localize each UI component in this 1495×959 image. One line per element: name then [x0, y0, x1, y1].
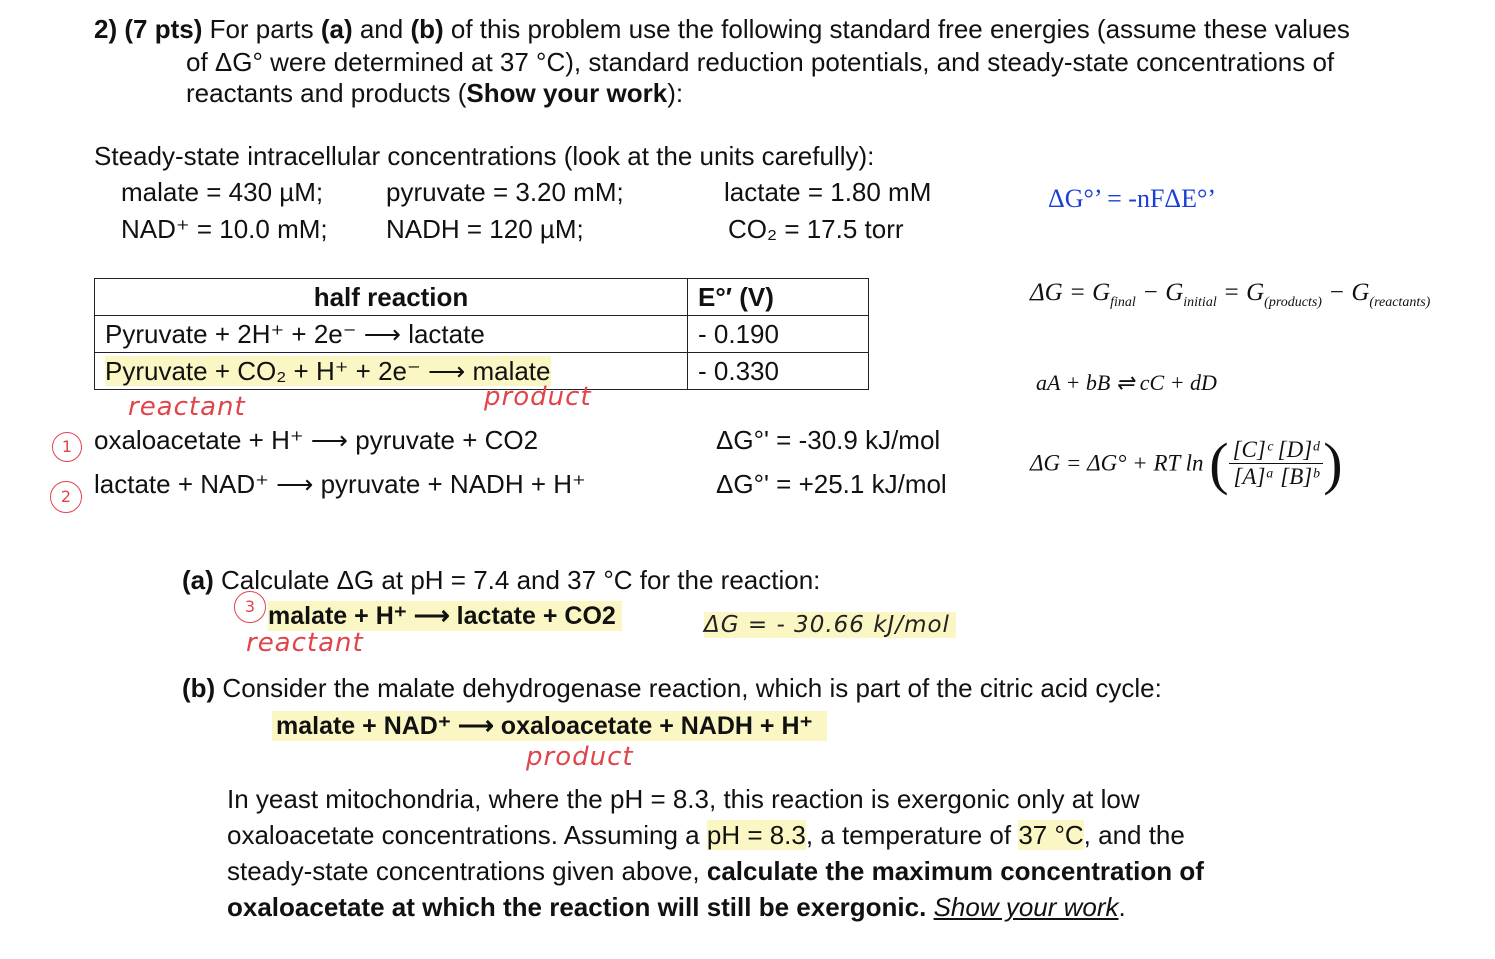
para-line3-bold: calculate the maximum concentration of [706, 856, 1204, 886]
annotation-product-1: product [484, 382, 592, 412]
intro-text-rest: of this problem use the following standard free energies (assume these values [443, 14, 1350, 44]
para-line2-a: oxaloacetate concentrations. Assuming a [227, 820, 707, 850]
dg-numerator: [C]ᶜ [D]ᵈ [1229, 437, 1324, 464]
points: (7 pts) [124, 14, 203, 44]
part-b-para-line4 [227, 892, 1126, 923]
para-line2-c: , and the [1083, 820, 1185, 850]
annotation-reactant-1: reactant [128, 392, 246, 422]
part-b-question [182, 673, 1162, 704]
circle-marker-2: 2 [50, 481, 82, 513]
circle-marker-3: 3 [234, 591, 266, 623]
part-b-para-line2 [227, 820, 1185, 851]
equilibrium-equation: aA + bB ⇌ cC + dD [1036, 370, 1217, 395]
left-paren: ( [1209, 431, 1229, 496]
annotation-product-2: product [526, 742, 634, 772]
show-your-work-underlined: Show your work [933, 892, 1119, 922]
reaction-1: oxaloacetate + H⁺ ⟶ pyruvate + CO2 [94, 425, 539, 455]
conc-lactate: lactate = 1.80 mM [724, 177, 932, 207]
free-energy-difference-formula [1030, 279, 1431, 310]
reaction-1-dg: ΔG°' = -30.9 kJ/mol [716, 425, 941, 455]
highlight-temp: 37 °C [1018, 820, 1084, 850]
gdiff-initial: initial [1183, 295, 1217, 310]
problem-header-line1 [94, 14, 1350, 45]
intro-line3-end: ): [667, 78, 684, 108]
half-reaction-cell [95, 353, 688, 390]
potential-cell: - 0.330 [688, 353, 869, 390]
header-potential: E°′ (V) [688, 279, 869, 316]
reaction-2-dg: ΔG°' = +25.1 kJ/mol [716, 469, 947, 499]
nernst-formula: ΔG°’ = -nFΔE°’ [1048, 184, 1217, 213]
conc-malate: malate = 430 µM; [121, 177, 324, 207]
gdiff-minus: − G [1135, 279, 1184, 306]
problem-header-line2: of ΔG° were determined at 37 °C), standard reduction potentials, and steady-state concentrations of [186, 47, 1335, 77]
conc-co2: CO₂ = 17.5 torr [728, 214, 904, 244]
part-a-answer: ΔG = - 30.66 kJ/mol [704, 612, 956, 638]
reaction-2: lactate + NAD⁺ ⟶ pyruvate + NADH + H⁺ [94, 469, 586, 499]
intro-text: For parts [202, 14, 321, 44]
highlighted-half-reaction: Pyruvate + CO₂ + H⁺ + 2e⁻ ⟶ malate [105, 355, 551, 386]
gdiff-products: (products) [1264, 295, 1322, 310]
half-reaction-cell: Pyruvate + 2H⁺ + 2e⁻ ⟶ lactate [95, 316, 688, 353]
part-a-ref: (a) [320, 14, 353, 44]
half-reaction-table [94, 278, 869, 390]
table-row [95, 353, 869, 390]
delta-g-equation [1030, 430, 1343, 497]
part-b-para-line1: In yeast mitochondria, where the pH = 8.3, this reaction is exergonic only at low [227, 784, 1140, 814]
part-b-reaction: malate + NAD⁺ ⟶ oxaloacetate + NADH + H⁺ [272, 711, 827, 741]
part-b-label: (b) [182, 673, 216, 703]
annotation-reactant-2: reactant [246, 628, 364, 658]
table-row [95, 316, 869, 353]
part-a-question [182, 565, 820, 596]
dg-fraction [1229, 437, 1324, 490]
gdiff-final: final [1110, 295, 1136, 310]
para-line3-a: steady-state concentrations given above, [227, 856, 707, 886]
and-text: and [352, 14, 411, 44]
gdiff-left: ΔG = G [1030, 279, 1111, 306]
para-line2-b: , a temperature of [805, 820, 1019, 850]
intro-line3-start: reactants and products ( [186, 78, 467, 108]
table-header-row [95, 279, 869, 316]
concentrations-heading: Steady-state intracellular concentrations (look at the units carefully): [94, 141, 875, 171]
gdiff-minus2: − G [1321, 279, 1370, 306]
part-a-label: (a) [182, 565, 214, 595]
dg-left: ΔG = ΔG° + RT ln [1030, 450, 1204, 476]
gdiff-reactants: (reactants) [1369, 295, 1431, 310]
conc-nadh: NADH = 120 µM; [386, 214, 584, 244]
part-a-text: Calculate ΔG at pH = 7.4 and 37 °C for the reaction: [213, 565, 821, 595]
part-b-para-line3 [227, 856, 1204, 887]
part-b-ref: (b) [410, 14, 444, 44]
header-half-reaction: half reaction [95, 279, 688, 316]
conc-pyruvate: pyruvate = 3.20 mM; [386, 177, 624, 207]
dg-denominator: [A]ᵃ [B]ᵇ [1233, 464, 1319, 489]
part-b-text: Consider the malate dehydrogenase reaction, which is part of the citric acid cycle: [215, 673, 1162, 703]
part-a-reaction: malate + H⁺ ⟶ lactate + CO2 [268, 601, 622, 631]
conc-nad: NAD⁺ = 10.0 mM; [121, 214, 328, 244]
potential-cell: - 0.190 [688, 316, 869, 353]
problem-header-line3 [186, 78, 683, 109]
para-line4-end: . [1118, 892, 1126, 922]
gdiff-eq: = G [1216, 279, 1265, 306]
problem-number: 2) [94, 14, 118, 44]
highlight-ph: pH = 8.3 [706, 820, 806, 850]
show-work-bold: Show your work [466, 78, 668, 108]
para-line4-bold: oxaloacetate at which the reaction will still be exergonic. [227, 892, 927, 922]
circle-marker-1: 1 [52, 432, 82, 462]
para-line4-space [926, 892, 933, 922]
right-paren: ) [1323, 431, 1343, 496]
